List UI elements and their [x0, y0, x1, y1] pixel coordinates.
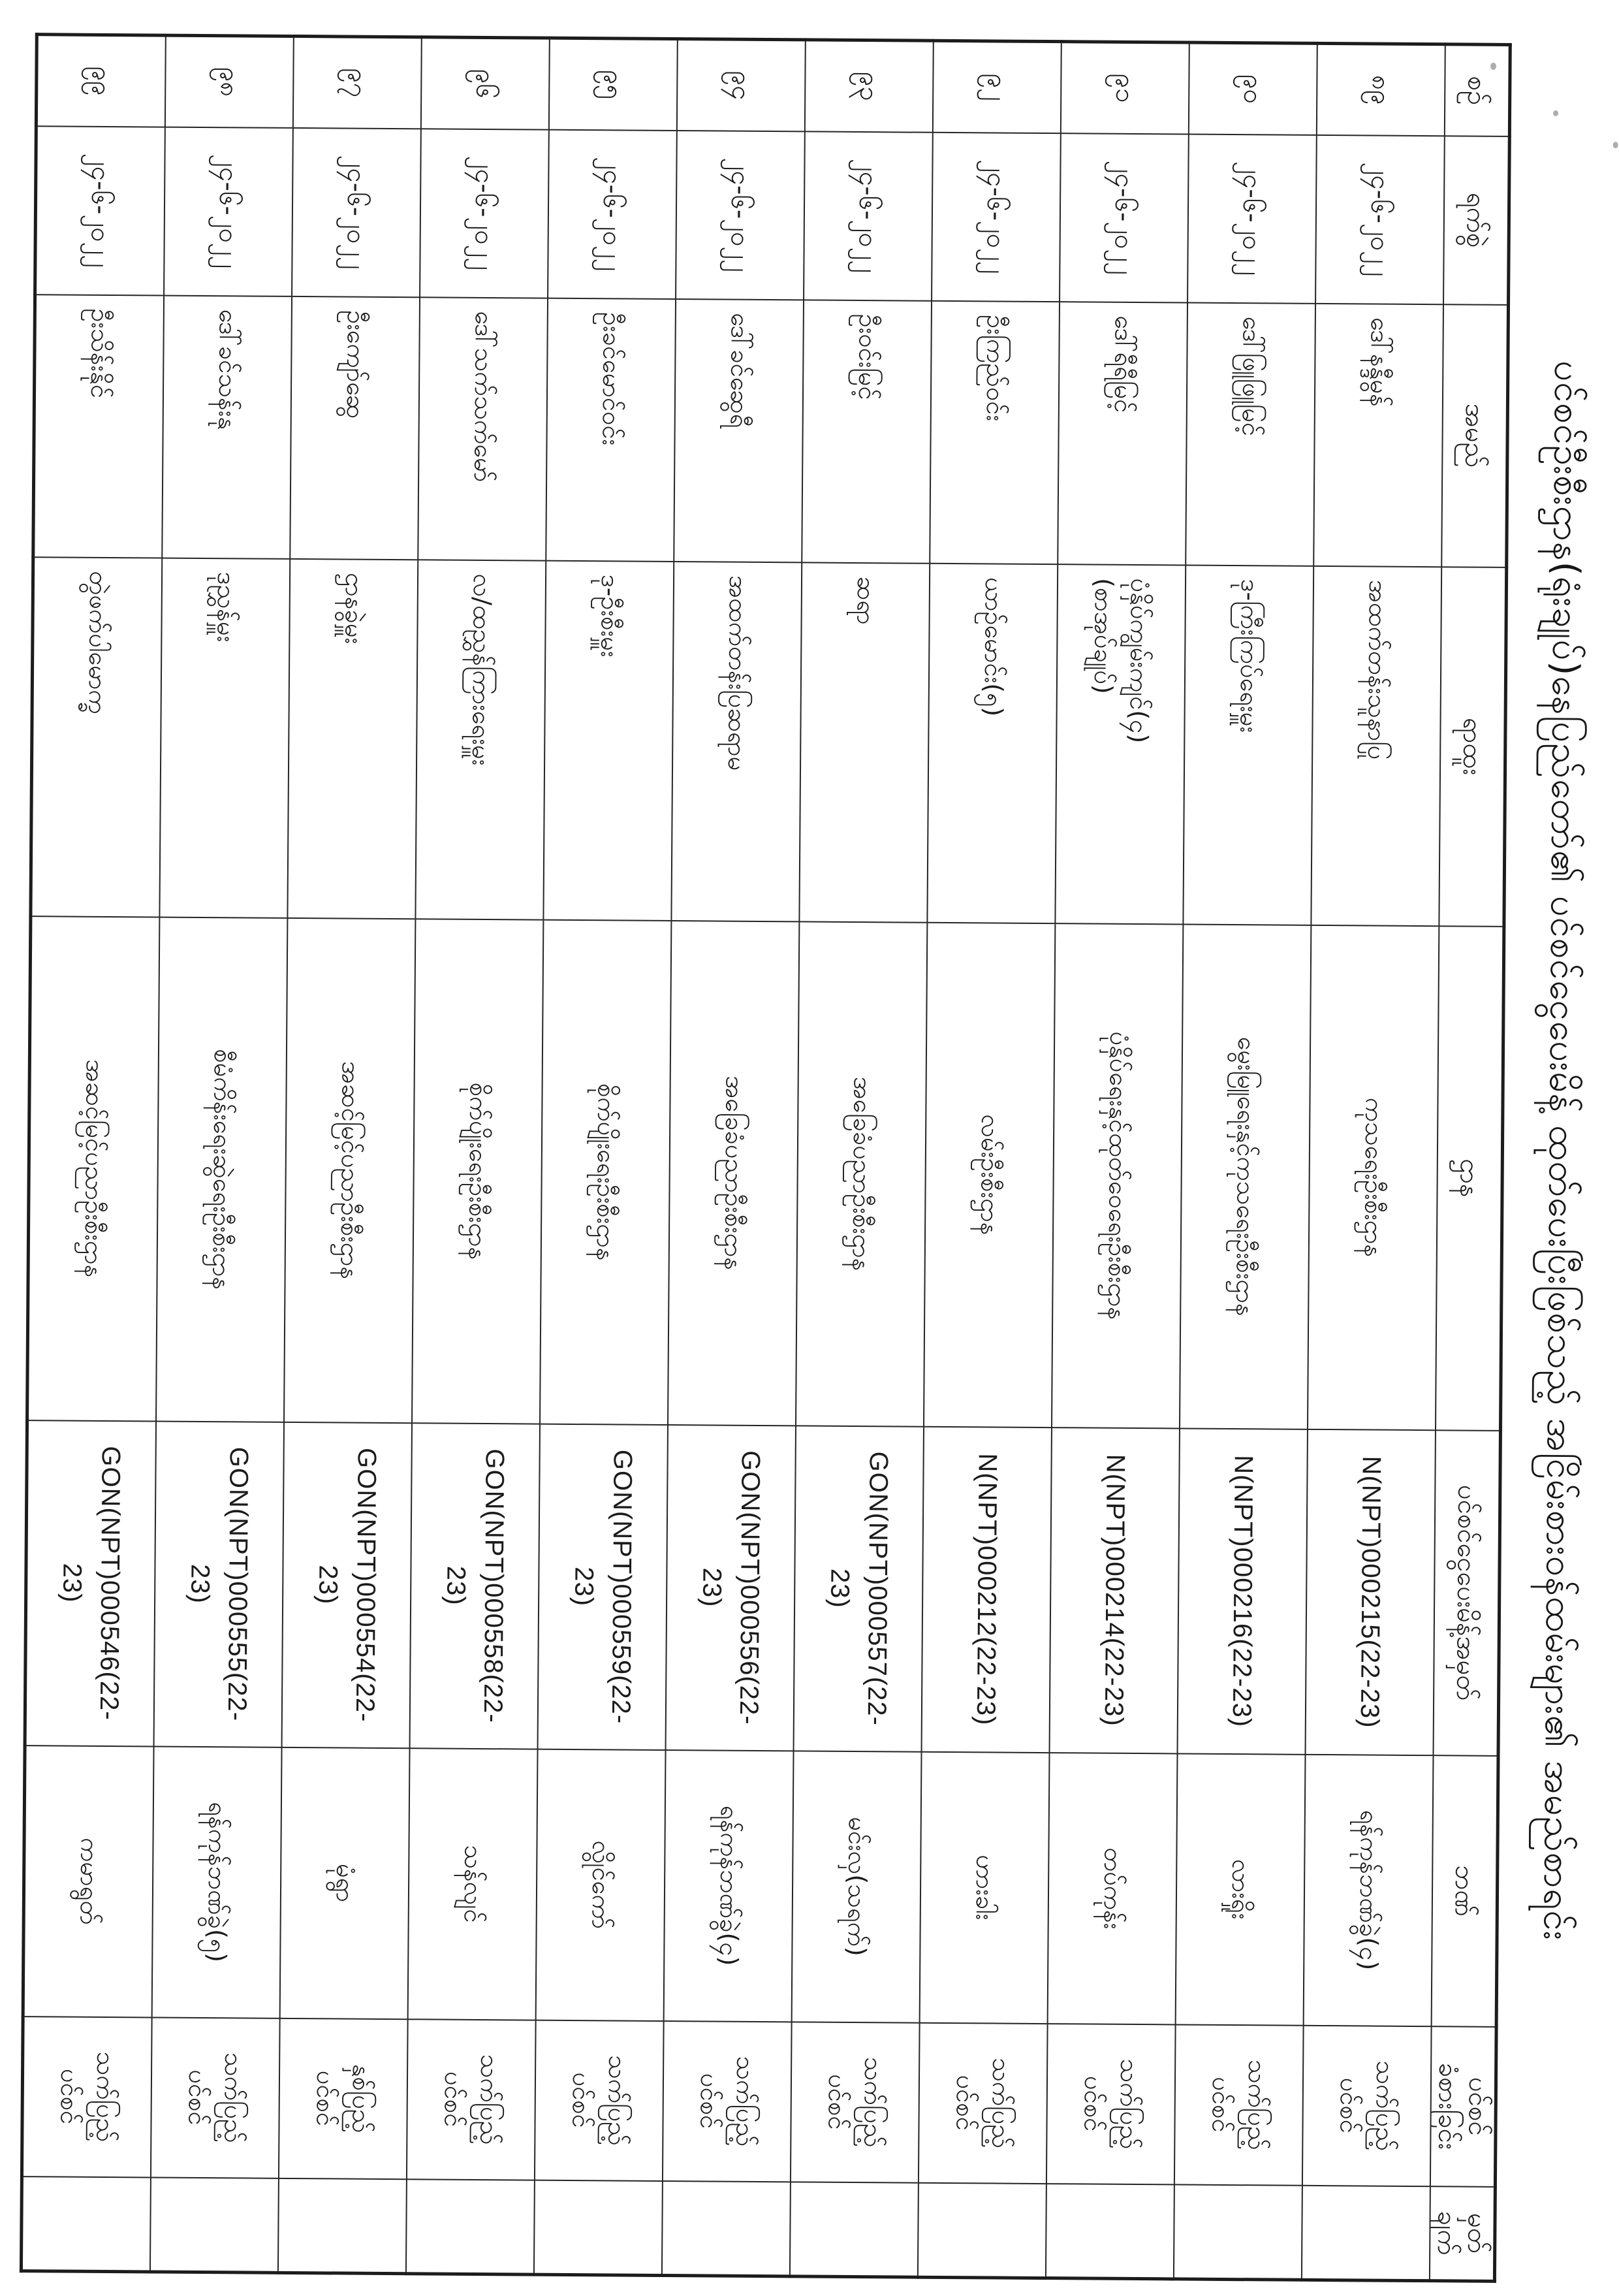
cell-order-number: N(NPT)000215(22-23): [1306, 1429, 1436, 1755]
cell-bank: ရန်ကုန်ဘဏ်ခွဲ(၄): [1304, 1754, 1434, 2026]
cell-date: ၂၄-၆-၂၀၂၂: [35, 125, 165, 295]
cell-order-number: N(NPT)000214(22-23): [1050, 1427, 1180, 1753]
cell-serial: ၉၁: [1061, 41, 1189, 133]
cell-pension-type: သက်ပြည့် ပင်စင်: [151, 2017, 280, 2178]
header-order-number: ပင်စင်ငွေပေးမိန့်အမှတ်: [1434, 1429, 1501, 1755]
cell-date: ၂၄-၆-၂၀၂၂: [1315, 135, 1445, 304]
cell-order-number: GON(NPT)000559(22-23): [538, 1424, 668, 1749]
cell-remark: [662, 2180, 791, 2276]
scan-speck: [1490, 63, 1496, 70]
cell-serial: ၉၇: [293, 36, 422, 128]
header-date: ရက်စွဲ: [1443, 135, 1509, 304]
cell-name: ဒေါ်ရီရီမြင့်: [1058, 301, 1187, 564]
cell-name: ဦးခင်မောင်ဝင်း: [546, 298, 676, 561]
cell-department: စီမံကိန်းရေးဆွဲရေးဦးစီးဌာန: [156, 917, 287, 1422]
document-title: ပင်စင်ဦးစီးဌာန(ရုံးချုပ်)နေပြည်တော်၏ ပင်စင်ငွေပေးမိန့် ထုတ်ပေးပြီးဖြစ်သည့် အငြိမ်းစားဝန်ထမ်းများ၏ အမည်စာရင်း: [1535, 360, 1589, 1941]
cell-order-number: N(NPT)000212(22-23): [922, 1426, 1052, 1752]
cell-serial: ၉၉: [36, 34, 165, 126]
cell-order-number: GON(NPT)000557(22-23): [794, 1425, 924, 1751]
cell-serial: ၉၀: [1189, 42, 1317, 135]
cell-name: ဒေါ်ခင်သန်းနု: [162, 295, 292, 558]
cell-bank: လားရှိုး: [1176, 1753, 1306, 2024]
table-row: [534, 38, 678, 2275]
cell-position: အထက်တန်းသူနာပြု: [1311, 566, 1441, 925]
cell-bank: ဟားခါး: [920, 1751, 1050, 2023]
cell-name: ဦးကြည်ဝင်း: [930, 300, 1060, 564]
cell-date: ၂၄-၆-၂၀၂၂: [420, 128, 549, 297]
cell-department: ကုသရေးဦးစီးဌာန: [1308, 925, 1439, 1429]
header-remark: မှတ် ချက်: [1430, 2186, 1496, 2281]
cell-remark: [1174, 2184, 1302, 2279]
cell-position: ဆရာ: [799, 562, 930, 921]
pension-table: [20, 33, 1512, 2283]
cell-bank: မင်းလှ(သရက်): [792, 1750, 922, 2022]
cell-position: ယာဉ်မောင်း(၅): [927, 563, 1058, 923]
table-row: [662, 39, 806, 2276]
cell-department: လမ်းဦးစီးဌာန: [924, 922, 1055, 1427]
cell-remark: [534, 2180, 663, 2275]
cell-serial: ၉၈: [165, 35, 294, 127]
cell-name: ဒေါ်နန္ဒီမွန်: [1313, 303, 1443, 566]
cell-pension-type: နှစ်ပြည့် ပင်စင်: [279, 2018, 408, 2178]
cell-date: ၂၄-၆-၂၀၂၂: [292, 127, 421, 296]
cell-serial: ၉၅: [549, 38, 678, 130]
cell-position: လ/ထညွှန်ကြားရေးမှူး: [415, 559, 546, 919]
header-position: ရာထူး: [1439, 566, 1506, 926]
cell-order-number: GON(NPT)000555(22-23): [154, 1421, 284, 1747]
cell-bank: သန်လျင်: [408, 1747, 538, 2019]
cell-bank: တပ်ကုန်း: [1048, 1752, 1178, 2024]
cell-department: စိုက်ပျိုးရေးဦးစီးဌာန: [412, 918, 543, 1423]
cell-name: ဦးသိန်းနိုင်: [33, 294, 164, 557]
cell-position: ဌာနခွဲမှူး: [287, 558, 418, 918]
cell-name: ဒေါ်ဖြူဖြူမြင့်: [1186, 302, 1315, 566]
cell-pension-type: သက်ပြည့် ပင်စင်: [407, 2018, 536, 2179]
table-row: [790, 39, 934, 2276]
cell-position: ဒု-ဦးစီးမှူး: [543, 560, 674, 920]
cell-serial: ၈၉: [1317, 43, 1445, 135]
header-bank: ဘဏ်: [1432, 1755, 1498, 2026]
cell-bank: ရန်ကုန်ဘဏ်ခွဲ(၄): [664, 1749, 794, 2021]
cell-department: ပုံနှိပ်ရေးနှင့်ထုတ်ဝေရေးဦးစီးဌာန: [1052, 923, 1183, 1427]
table-row: [21, 34, 165, 2271]
cell-remark: [150, 2176, 279, 2272]
cell-department: အဆင့်မြင့်ပညာဦးစီးဌာန: [27, 916, 160, 1420]
header-pension-type: ပင်စင် ခံစားခြင်း: [1430, 2026, 1496, 2186]
cell-remark: [278, 2178, 407, 2273]
cell-position: ဒုညွှန်မှူး: [159, 558, 290, 917]
cell-department: မွေးမြူရေးနှင့်ကုသရေးဦးစီးဌာန: [1180, 923, 1311, 1428]
cell-order-number: GON(NPT)000556(22-23): [666, 1424, 796, 1750]
cell-remark: [790, 2181, 919, 2276]
cell-name: ဒေါ်သက်သက်မော်: [418, 296, 548, 560]
cell-order-number: GON(NPT)000554(22-23): [282, 1422, 412, 1747]
cell-position: ပုံနှိပ်ကျွမ်းကျင်(၄) (စာအုပ်ချုပ်): [1055, 564, 1186, 923]
cell-order-number: GON(NPT)000558(22-23): [410, 1422, 540, 1748]
cell-bank: ကမာရွတ်: [23, 1745, 153, 2017]
cell-name: ဒေါ်ခင်ဆွေရီ: [674, 298, 804, 562]
cell-remark: [1302, 2185, 1430, 2280]
cell-remark: [918, 2182, 1046, 2278]
cell-bank: မုံရွာ: [280, 1747, 410, 2018]
table-row: [406, 37, 550, 2274]
cell-serial: ၉၆: [421, 37, 550, 129]
table-row: [1302, 43, 1445, 2280]
cell-department: အခြေခံပညာဦးစီးဌာန: [796, 921, 927, 1426]
header-serial: စဉ်: [1445, 44, 1510, 136]
table-body: [21, 34, 1445, 2280]
cell-date: ၂၄-၆-၂၀၂၂: [932, 132, 1061, 301]
cell-date: ၂၄-၆-၂၀၂၂: [676, 130, 805, 299]
cell-pension-type: သက်ပြည့် ပင်စင်: [663, 2020, 792, 2181]
cell-serial: ၉၂: [933, 40, 1061, 133]
cell-date: ၂၄-၆-၂၀၂၂: [548, 129, 677, 298]
cell-date: ၂၄-၆-၂၀၂၂: [164, 127, 293, 296]
cell-serial: ၉၃: [805, 39, 934, 131]
cell-pension-type: သက်ပြည့် ပင်စင်: [791, 2021, 920, 2182]
cell-pension-type: သက်ပြည့် ပင်စင်: [1046, 2023, 1176, 2184]
cell-pension-type: သက်ပြည့် ပင်စင်: [1302, 2025, 1432, 2186]
table-row: [278, 36, 422, 2273]
cell-remark: [406, 2178, 535, 2274]
scan-speck: [1553, 110, 1558, 116]
cell-order-number: GON(NPT)000546(22-23): [25, 1420, 156, 1746]
cell-department: အခြေခံပညာဦးစီးဌာန: [668, 920, 799, 1425]
cell-date: ၂၄-၆-၂၀၂၂: [1187, 134, 1317, 303]
cell-remark: [21, 2176, 151, 2271]
cell-bank: လွိုင်ကော်: [536, 1749, 666, 2020]
cell-remark: [1046, 2183, 1174, 2278]
table-row: [1174, 42, 1317, 2280]
cell-position: အထက်တန်းပြဆရာမ: [671, 561, 802, 921]
table-row: [1046, 41, 1189, 2278]
cell-pension-type: သက်ပြည့် ပင်စင်: [535, 2020, 664, 2180]
table-row: [918, 40, 1061, 2278]
cell-pension-type: သက်ပြည့် ပင်စင်: [1174, 2024, 1304, 2184]
cell-order-number: N(NPT)000216(22-23): [1178, 1427, 1308, 1753]
cell-department: အဆင့်မြင့်ပညာဦးစီးဌာန: [284, 917, 415, 1422]
cell-name: ဦးကျော်ဆွေ: [290, 296, 420, 559]
cell-date: ၂၄-၆-၂၀၂၂: [1060, 133, 1189, 302]
cell-date: ၂၄-၆-၂၀၂၂: [804, 131, 933, 300]
cell-pension-type: သက်ပြည့် ပင်စင်: [919, 2022, 1048, 2183]
cell-position: ဒု-ကြီးကြပ်ရေးမှူး: [1183, 565, 1313, 925]
cell-bank: ရန်ကုန်ဘဏ်ခွဲ(၅): [152, 1746, 282, 2018]
header-department: ဌာန: [1436, 925, 1504, 1430]
header-name: အမည်: [1441, 304, 1508, 567]
cell-pension-type: သက်ပြည့် ပင်စင်: [22, 2016, 151, 2176]
cell-serial: ၉၄: [677, 39, 806, 131]
cell-position: တွဲဖက်ပါမောက္ခ: [31, 556, 162, 916]
table-row: [150, 35, 294, 2272]
scan-speck: [1613, 142, 1618, 148]
cell-department: စိုက်ပျိုးရေးဦးစီးဌာန: [540, 919, 671, 1424]
cell-name: ဦးဝင်းမြင့်: [802, 299, 932, 562]
